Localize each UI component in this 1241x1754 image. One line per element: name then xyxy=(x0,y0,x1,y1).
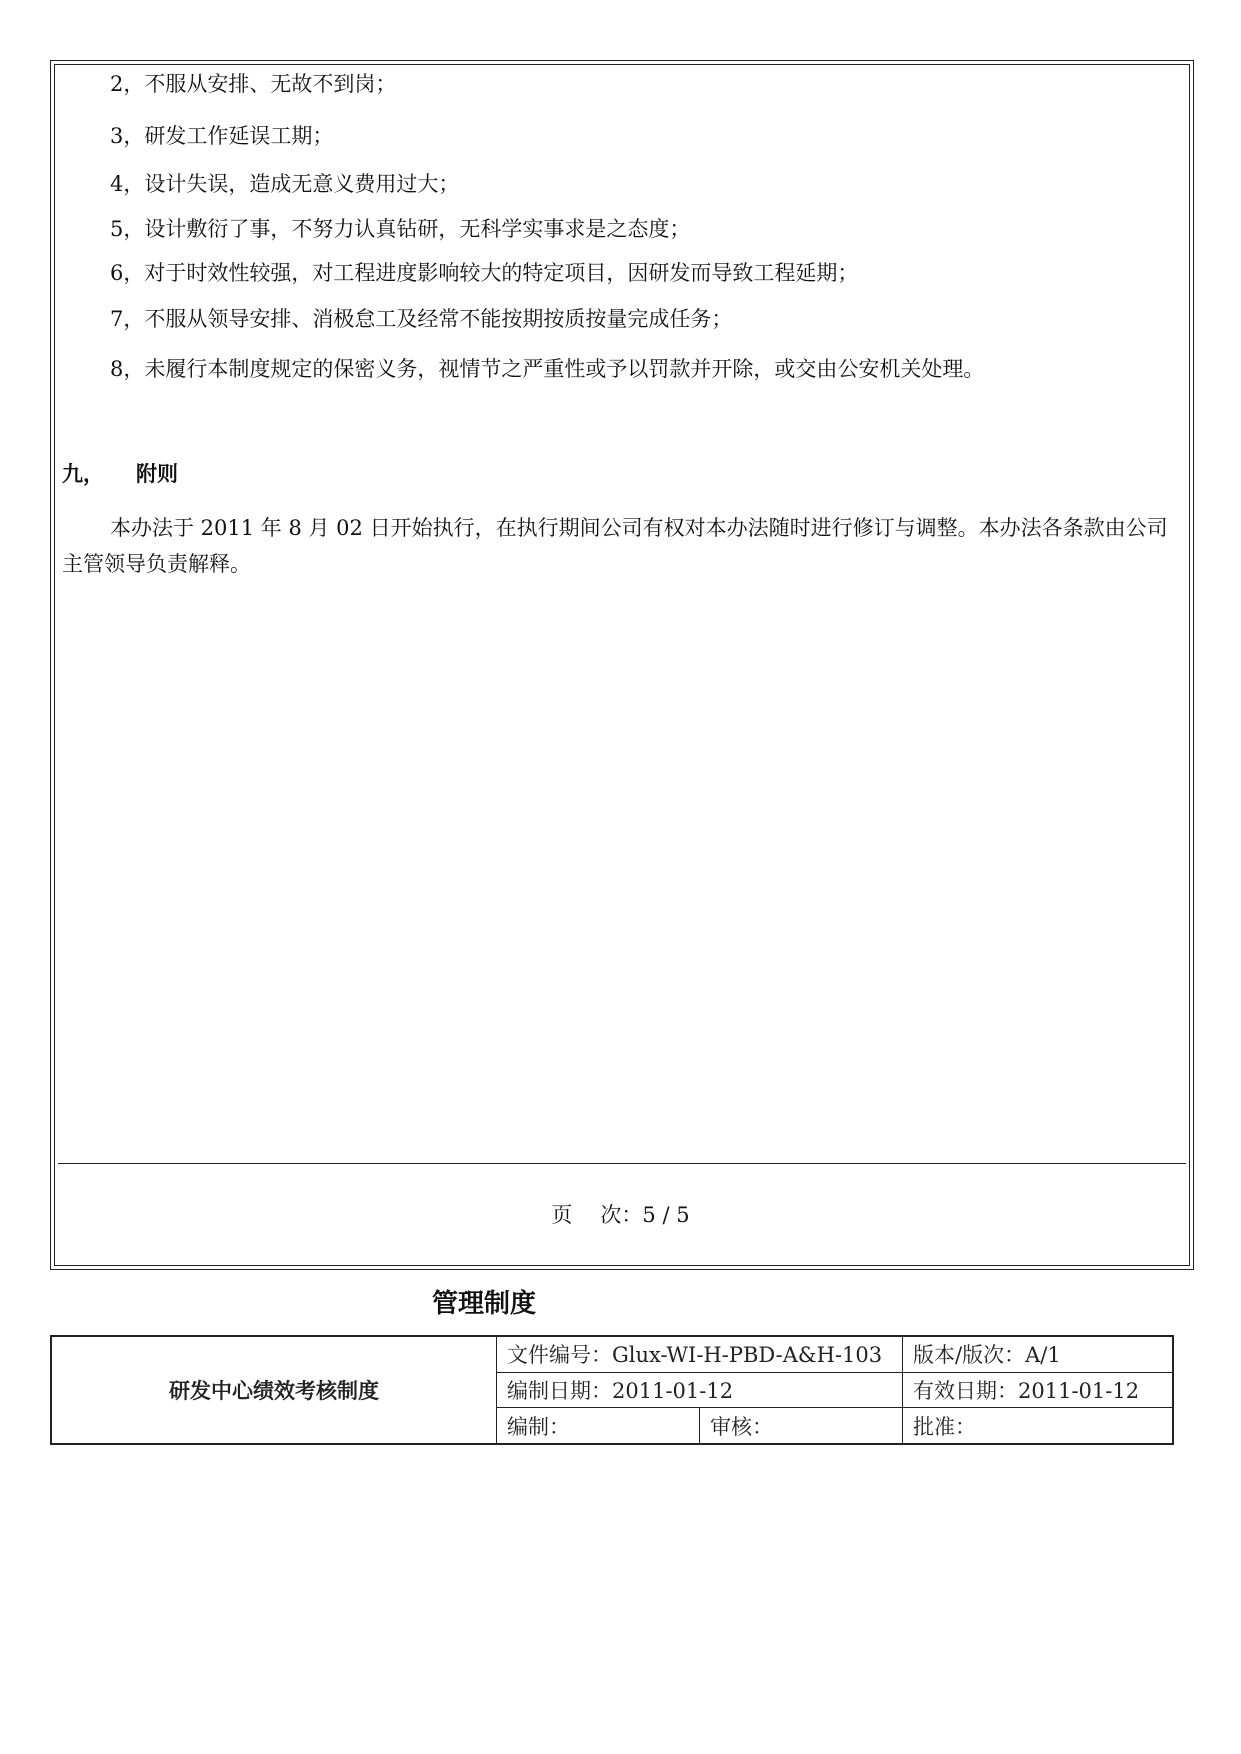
section-title: 附则 xyxy=(136,462,178,486)
list-item-7: 7，不服从领导安排、消极怠工及经常不能按期按质按量完成任务； xyxy=(110,307,733,331)
list-item-2: 2，不服从安排、无故不到岗； xyxy=(110,72,397,96)
category-title: 管理制度 xyxy=(432,1289,537,1319)
section-heading xyxy=(62,458,178,488)
document-frame-inner xyxy=(54,64,1190,1266)
page-value: 5 / 5 xyxy=(642,1203,690,1227)
compiled-by: 编制： xyxy=(497,1408,700,1444)
approved-by: 批准： xyxy=(903,1408,1174,1444)
footer-divider xyxy=(58,1163,1186,1164)
list-item-8: 8，未履行本制度规定的保密义务，视情节之严重性或予以罚款并开除，或交由公安机关处理。 xyxy=(110,357,985,381)
section-number: 九， xyxy=(62,462,104,486)
page-label-a: 页 xyxy=(551,1203,573,1227)
page-label-b: 次： xyxy=(600,1203,643,1227)
reviewed-by: 审核： xyxy=(700,1408,903,1444)
doc-title: 研发中心绩效考核制度 xyxy=(51,1336,497,1444)
doc-version: 版本/版次：A/1 xyxy=(903,1336,1174,1372)
doc-number: 文件编号：Glux-WI-H-PBD-A&H-103 xyxy=(497,1336,903,1372)
section-paragraph: 本办法于 2011 年 8 月 02 日开始执行，在执行期间公司有权对本办法随时进行修订与调整。本办法各条款由公司主管领导负责解释。 xyxy=(62,516,1168,576)
compile-date: 编制日期：2011-01-12 xyxy=(497,1372,903,1408)
page-number xyxy=(0,1199,1241,1229)
document-info-table xyxy=(50,1335,1174,1445)
list-item-6: 6，对于时效性较强，对工程进度影响较大的特定项目，因研发而导致工程延期； xyxy=(110,261,859,285)
list-item-3: 3，研发工作延误工期； xyxy=(110,124,334,148)
list-item-5: 5，设计敷衍了事，不努力认真钻研，无科学实事求是之态度； xyxy=(110,217,691,241)
list-item-4: 4，设计失误，造成无意义费用过大； xyxy=(110,172,460,196)
effective-date: 有效日期：2011-01-12 xyxy=(903,1372,1174,1408)
